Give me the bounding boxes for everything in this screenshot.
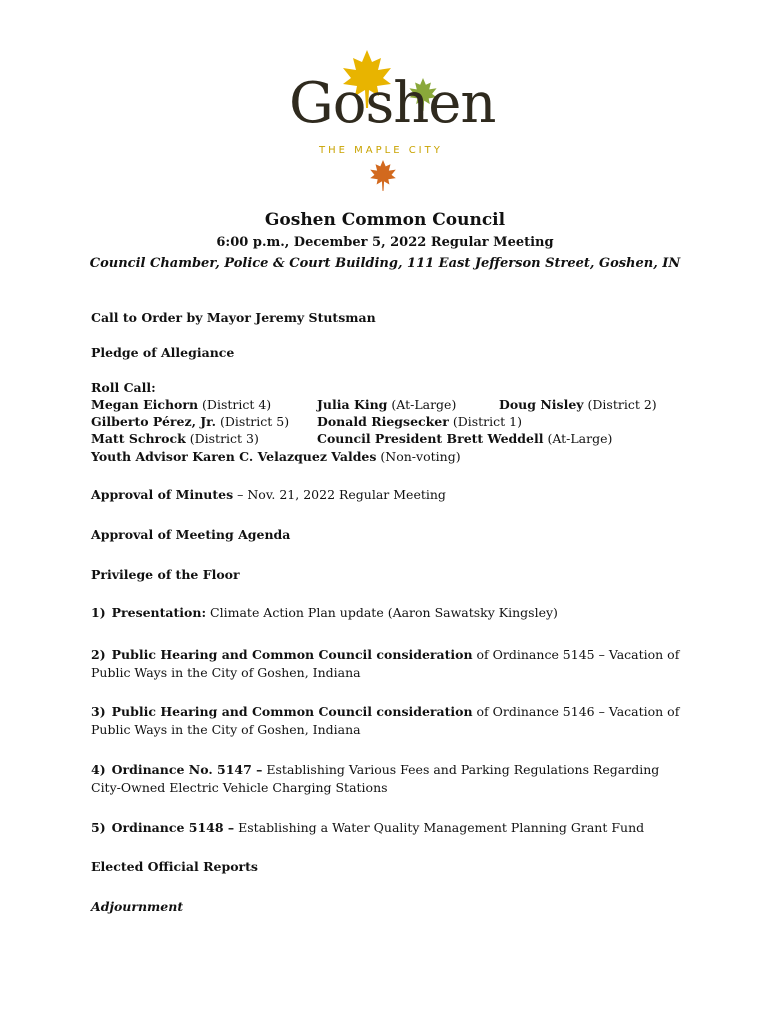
approval-of-minutes: Approval of Minutes – Nov. 21, 2022 Regular Meeting xyxy=(91,487,446,502)
goshen-logo xyxy=(283,48,496,193)
elected-official-reports: Elected Official Reports xyxy=(91,859,258,874)
roll-call-member: Gilberto Pérez, Jr. (District 5) xyxy=(91,414,290,429)
agenda-item: 1) Presentation: Climate Action Plan update (Aaron Sawatsky Kingsley) xyxy=(91,605,558,620)
roll-call-member: Donald Riegsecker (District 1) xyxy=(317,414,522,429)
agenda-item: 3) Public Hearing and Common Council consideration of Ordinance 5146 – Vacation of Public Ways in the City of Goshen, Indiana xyxy=(91,704,680,737)
roll-call-member: Council President Brett Weddell (At-Large) xyxy=(317,431,613,446)
meeting-place: Council Chamber, Police & Court Building, 111 East Jefferson Street, Goshen, IN xyxy=(89,256,681,271)
agenda-item: 2) Public Hearing and Common Council consideration of Ordinance 5145 – Vacation of Public Ways in the City of Goshen, Indiana xyxy=(91,647,680,680)
roll-call-member: Youth Advisor Karen C. Velazquez Valdes (Non-voting) xyxy=(91,449,461,464)
roll-call-member: Megan Eichorn (District 4) xyxy=(91,397,272,412)
agenda-item: 4) Ordinance No. 5147 – Establishing Various Fees and Parking Regulations Regarding City-Owned Electric Vehicle Charging Stations xyxy=(91,762,660,795)
page-title: Goshen Common Council xyxy=(264,210,506,230)
roll-call-member: Julia King (At-Large) xyxy=(317,397,457,412)
approval-of-agenda: Approval of Meeting Agenda xyxy=(91,527,291,542)
orange-maple-leaf-icon xyxy=(369,160,397,192)
pledge-of-allegiance: Pledge of Allegiance xyxy=(91,345,235,360)
agenda-item: 5) Ordinance 5148 – Establishing a Water Quality Management Planning Grant Fund xyxy=(91,820,645,835)
logo-tagline: THE MAPLE CITY xyxy=(319,145,443,156)
meeting-time: 6:00 p.m., December 5, 2022 Regular Meeting xyxy=(216,235,554,250)
call-to-order: Call to Order by Mayor Jeremy Stutsman xyxy=(91,310,376,325)
roll-call-member: Matt Schrock (District 3) xyxy=(91,431,259,446)
roll-call-member: Doug Nisley (District 2) xyxy=(499,397,657,412)
adjournment: Adjournment xyxy=(91,899,184,914)
roll-call-heading: Roll Call: xyxy=(91,380,156,395)
privilege-of-floor: Privilege of the Floor xyxy=(91,567,240,582)
logo-wordmark: Goshen xyxy=(289,71,496,136)
